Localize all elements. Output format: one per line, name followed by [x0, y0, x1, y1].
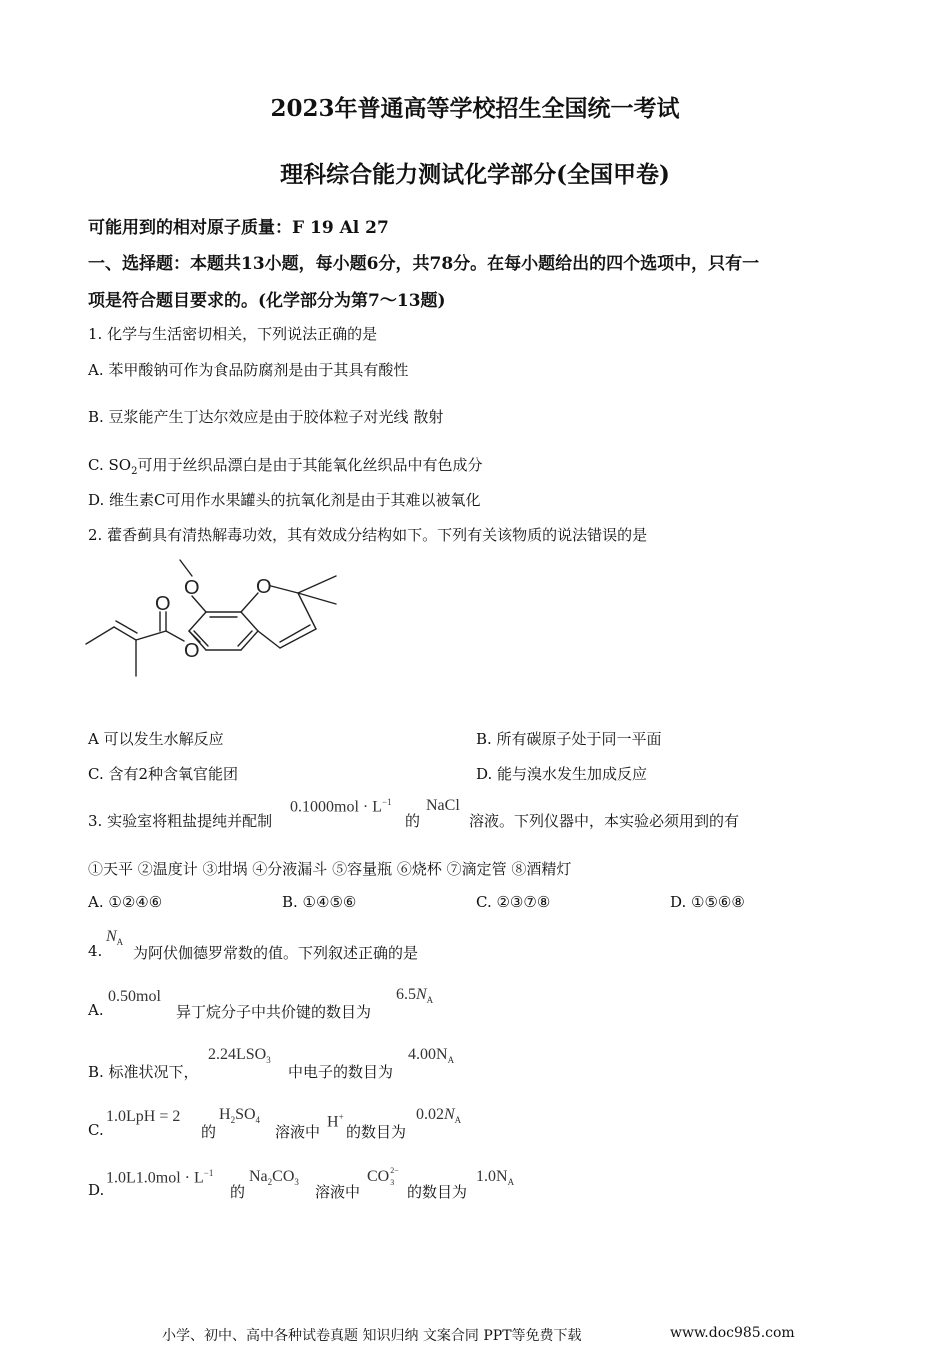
- q2-option-d: D. 能与溴水发生加成反应: [476, 765, 648, 783]
- atomic-mass-note: 可能用到的相对原子质量：F 19 Al 27: [88, 218, 389, 238]
- q4-d-math2: $Na_2CO_3$: [249, 1168, 299, 1188]
- q4-option-c-label: C.: [88, 1121, 104, 1139]
- q4-a-text: 异丁烷分子中共价键的数目为: [176, 1003, 372, 1021]
- q4-b-math1: $2.24LSO_3$: [208, 1046, 271, 1066]
- q3-nacl: NaCl: [426, 797, 460, 814]
- q4-option-a-label: A.: [88, 1001, 104, 1019]
- q4-na-symbol: $N_A$: [106, 928, 124, 948]
- q3-stem-post: 溶液。下列仪器中，本实验必须用到的有: [469, 812, 740, 830]
- page-subtitle: 理科综合能力测试化学部分(全国甲卷): [280, 161, 670, 188]
- q4-option-b-label: B. 标准状况下，: [88, 1063, 199, 1081]
- q4-d-math3: CO 2− 3: [367, 1166, 399, 1187]
- q4-c-math2: $H_2SO_4$: [219, 1106, 261, 1126]
- footer-link[interactable]: www.doc985.com: [670, 1325, 795, 1341]
- q4-c-text2: 溶液中: [275, 1123, 321, 1141]
- q3-concentration: $0.1000mol \cdot L^{-1}$: [290, 797, 392, 816]
- q4-d-text1: 的: [230, 1183, 246, 1201]
- q3-instruments: ①天平 ②温度计 ③坩埚 ④分液漏斗 ⑤容量瓶 ⑥烧杯 ⑦滴定管 ⑧酒精灯: [88, 860, 572, 878]
- section-heading-line1: 一、选择题：本题共13小题，每小题6分，共78分。在每小题给出的四个选项中，只有一: [88, 254, 760, 274]
- q1-option-a: A. 苯甲酸钠可作为食品防腐剂是由于其具有酸性: [88, 361, 409, 379]
- q4-d-math4: $1.0N_A$: [476, 1168, 515, 1188]
- q3-option-d: D. ①⑤⑥⑧: [670, 893, 745, 911]
- atom-o-methoxy: O: [184, 577, 200, 599]
- q3-option-c: C. ②③⑦⑧: [476, 893, 551, 911]
- q4-a-math2: $6.5N_A$: [396, 986, 434, 1006]
- q4-d-math1: $1.0L1.0mol \cdot L^{-1}$: [106, 1168, 214, 1187]
- q1-option-b: B. 豆浆能产生丁达尔效应是由于胶体粒子对光线 散射: [88, 408, 444, 426]
- atom-o-ring: O: [256, 576, 272, 598]
- q4-a-math1: 0.50mol: [108, 988, 161, 1005]
- q4-b-math2: $4.00N_A$: [408, 1046, 455, 1066]
- q4-option-d-label: D.: [88, 1181, 105, 1199]
- q3-option-b: B. ①④⑤⑥: [282, 893, 357, 911]
- q4-c-text3: 的数目为: [346, 1123, 407, 1141]
- q4-c-text1: 的: [201, 1123, 217, 1141]
- q4-stem: 为阿伏伽德罗常数的值。下列叙述正确的是: [133, 944, 419, 962]
- q4-number: 4.: [88, 942, 103, 960]
- q1-option-c: C. $SO_2$可用于丝织品漂白是由于其能氧化丝织品中有色成分: [88, 456, 483, 477]
- q4-d-text3: 的数目为: [407, 1183, 468, 1201]
- q1-option-d: D. 维生素C可用作水果罐头的抗氧化剂是由于其难以被氧化: [88, 491, 481, 509]
- q2-option-c: C. 含有2种含氧官能团: [88, 765, 239, 783]
- page-title: 2023年普通高等学校招生全国统一考试: [270, 95, 680, 122]
- q4-c-math1: 1.0LpH = 2: [106, 1108, 181, 1125]
- molecular-structure-diagram: [80, 556, 380, 686]
- q2-option-b: B. 所有碳原子处于同一平面: [476, 730, 662, 748]
- footer-text: 小学、初中、高中各种试卷真题 知识归纳 文案合同 PPT等免费下载: [162, 1328, 582, 1344]
- section-heading-line2: 项是符合题目要求的。(化学部分为第7～13题): [88, 291, 446, 311]
- q3-de: 的: [405, 812, 421, 830]
- q3-stem-pre: 3. 实验室将粗盐提纯并配制: [88, 812, 273, 830]
- q4-c-math3: H+: [327, 1112, 344, 1131]
- q4-c-math4: $0.02N_A$: [416, 1106, 462, 1126]
- q1-stem: 1. 化学与生活密切相关，下列说法正确的是: [88, 325, 378, 343]
- q2-option-a: A 可以发生水解反应: [88, 730, 224, 748]
- q4-d-text2: 溶液中: [315, 1183, 361, 1201]
- atom-o-carbonyl: O: [155, 593, 171, 615]
- q2-stem: 2. 藿香蓟具有清热解毒功效，其有效成分结构如下。下列有关该物质的说法错误的是: [88, 526, 648, 544]
- q4-b-text: 中电子的数目为: [288, 1063, 394, 1081]
- q3-option-a: A. ①②④⑥: [88, 893, 163, 911]
- atom-o-ester: O: [184, 640, 200, 662]
